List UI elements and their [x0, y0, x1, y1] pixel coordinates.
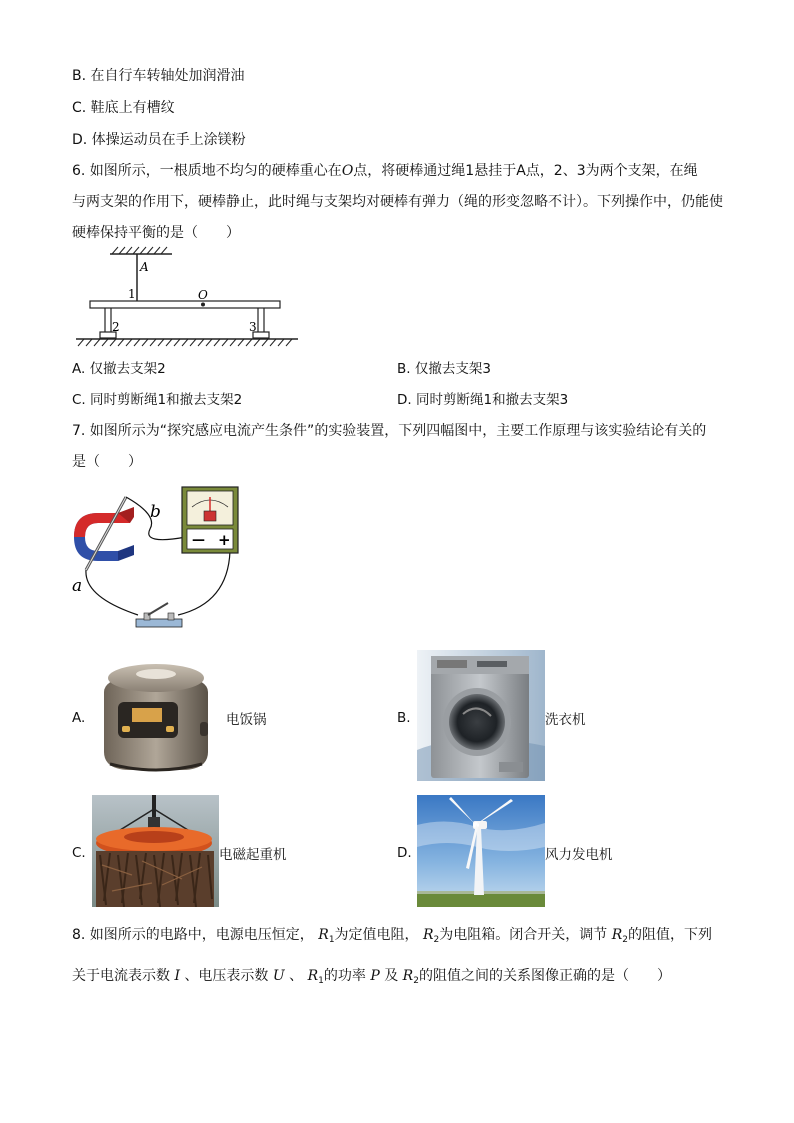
q6-stem-line2: 与两支架的作用下，硬棒静止，此时绳与支架均对硬棒有弹力（绳的形变忽略不计）。下列操作中，仍能使	[72, 194, 723, 210]
q6-option-b: B. 仅撤去支架3	[397, 361, 491, 377]
q5-option-c: C. 鞋底上有槽纹	[72, 100, 175, 116]
q8-text-2a: 关于电流表示数	[72, 968, 170, 984]
label-2: 2	[112, 320, 120, 334]
symbol-r2c: R	[402, 968, 414, 984]
q8-stem-line2	[72, 966, 671, 991]
sub-1b: 1	[318, 976, 324, 986]
label-1: 1	[128, 287, 136, 301]
wind-turbine-image	[417, 795, 545, 907]
symbol-p: P	[370, 968, 380, 984]
q6-text-a: 6. 如图所示，一根质地不均匀的硬棒重心在	[72, 163, 342, 179]
q7-option-c-caption: 电磁起重机	[219, 847, 287, 863]
q5-option-b: B. 在自行车转轴处加润滑油	[72, 68, 245, 84]
svg-text:+: +	[218, 531, 231, 549]
q7-option-d-letter: D.	[397, 845, 412, 861]
q8-text-2b: 、电压表示数	[184, 968, 269, 984]
q6-o-symbol: O	[341, 163, 354, 179]
q7-option-b-caption: 洗衣机	[545, 712, 586, 728]
q6-option-a: A. 仅撤去支架2	[72, 361, 166, 377]
q8-text-2d: 的功率	[323, 968, 366, 984]
q6-option-d: D. 同时剪断绳1和撤去支架3	[397, 392, 569, 408]
q7-stem-line2: 是（ ）	[72, 454, 142, 470]
q8-text-1c: 为电阻箱。闭合开关，调节	[439, 927, 608, 943]
symbol-i: I	[174, 968, 180, 984]
symbol-r2: R	[423, 927, 434, 943]
sub-2b: 2	[622, 935, 629, 945]
q6-stem-line3: 硬棒保持平衡的是（ ）	[72, 225, 240, 241]
q6-option-c: C. 同时剪断绳1和撤去支架2	[72, 392, 243, 408]
rice-cooker-image	[90, 652, 218, 777]
q7-option-a-letter: A.	[72, 710, 86, 726]
washing-machine-image	[417, 650, 545, 781]
q8-text-2c: 、	[289, 968, 304, 984]
q5-option-d: D. 体操运动员在手上涂镁粉	[72, 132, 246, 148]
q7-option-c-letter: C.	[72, 845, 86, 861]
label-3: 3	[249, 320, 257, 334]
q6-stem-line1	[72, 161, 698, 181]
symbol-u: U	[272, 968, 285, 984]
symbol-r1b: R	[307, 968, 319, 984]
label-b-end: b	[150, 502, 161, 522]
svg-text:—: —	[192, 533, 205, 548]
q8-text-2e: 及	[384, 968, 399, 984]
label-a: A	[140, 260, 149, 274]
q8-stem-line1	[72, 925, 712, 950]
q8-text-2f: 的阻值之间的关系图像正确的是（ ）	[418, 968, 671, 984]
label-a-end: a	[72, 576, 83, 596]
electromagnet-crane-image	[92, 795, 219, 907]
symbol-r2b: R	[611, 927, 623, 943]
q7-induction-figure	[68, 485, 250, 635]
q8-text-1b: 为定值电阻，	[334, 927, 419, 943]
symbol-r1: R	[318, 927, 329, 943]
q7-option-a-caption: 电饭锅	[226, 712, 267, 728]
q8-text-1d: 的阻值，下列	[628, 927, 713, 943]
sub-1: 1	[328, 935, 335, 945]
q6-lever-figure	[72, 244, 304, 352]
q8-text-1a: 8. 如图所示的电路中，电源电压恒定，	[72, 927, 314, 943]
sub-2: 2	[433, 935, 440, 945]
q7-option-d-caption: 风力发电机	[545, 847, 613, 863]
q6-text-b: 点，将硬棒通过绳1悬挂于A点，2、3为两个支架，在绳	[353, 163, 698, 179]
q7-option-b-letter: B.	[397, 710, 411, 726]
label-o: O	[198, 288, 208, 302]
sub-2c: 2	[413, 976, 419, 986]
q7-stem-line1: 7. 如图所示为“探究感应电流产生条件”的实验装置，下列四幅图中，主要工作原理与该实验结论有关的	[72, 423, 707, 439]
